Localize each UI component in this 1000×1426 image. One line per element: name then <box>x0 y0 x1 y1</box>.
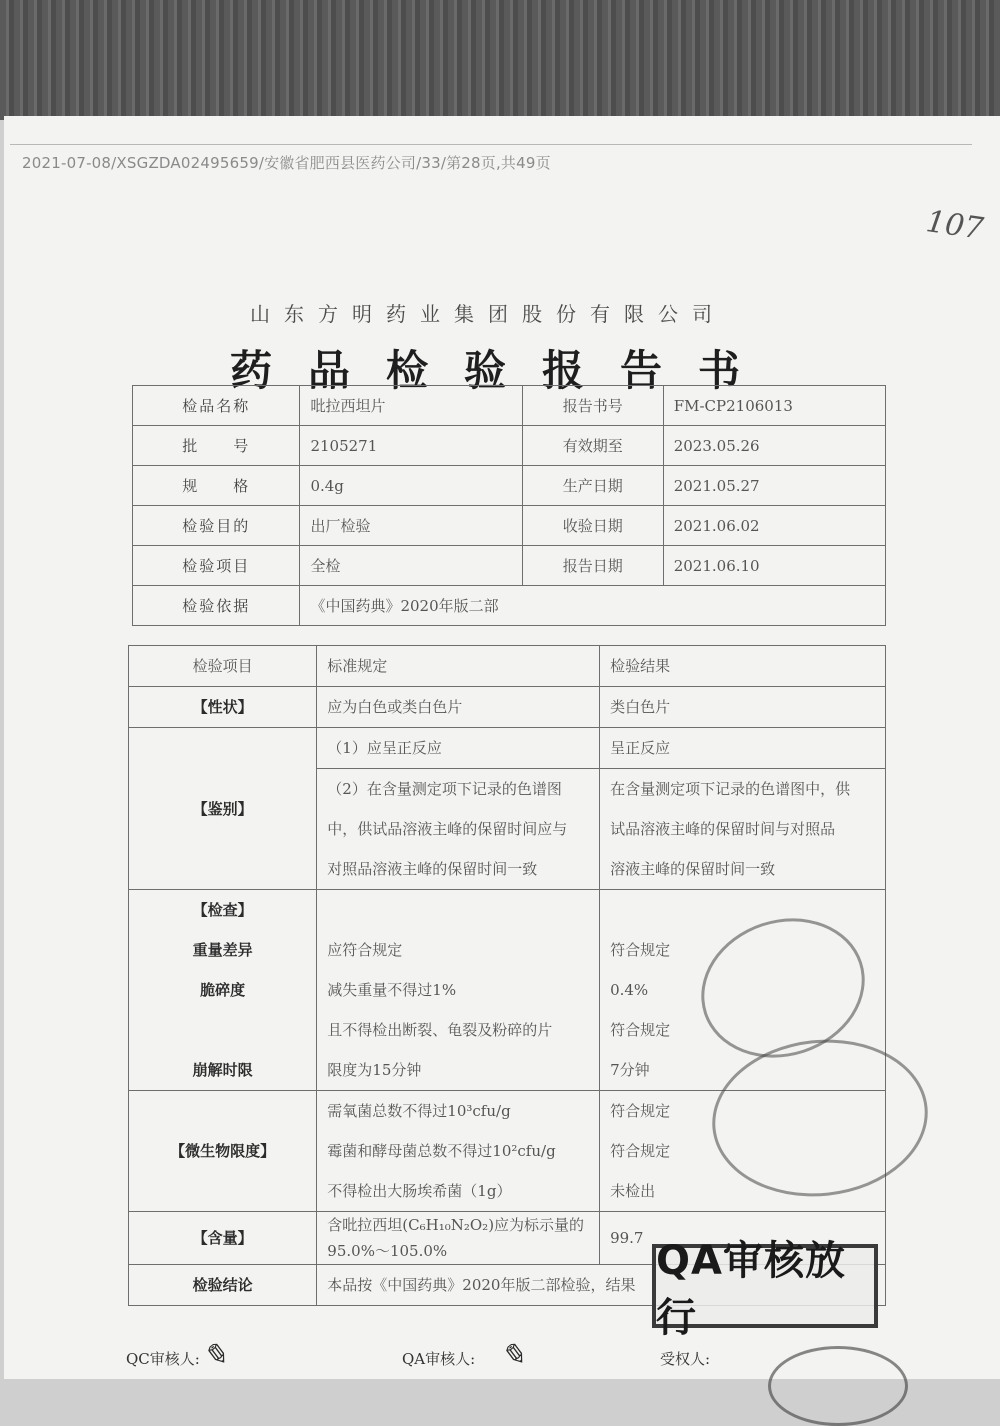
header-item: 检验项目 <box>192 657 253 675</box>
micro3-standard: 不得检出大肠埃希菌（1g） <box>327 1182 512 1200</box>
ident2-standard-line: （2）在含量测定项下记录的色谱图 <box>327 780 562 798</box>
table-row <box>133 426 886 466</box>
report-no-label: 报告书号 <box>522 386 663 426</box>
micro1-result: 符合规定 <box>610 1102 671 1120</box>
purpose-label: 检验目的 <box>133 506 300 546</box>
report-no: FM-CP2106013 <box>663 386 885 426</box>
micro2-standard: 霉菌和酵母菌总数不得过10²cfu/g <box>327 1142 556 1160</box>
scan-top-band <box>0 0 1000 120</box>
purpose: 出厂检验 <box>300 506 522 546</box>
table-row <box>133 386 886 426</box>
micro2-result: 符合规定 <box>610 1142 671 1160</box>
identification-label: 【鉴别】 <box>192 799 253 818</box>
table-row <box>129 687 886 728</box>
weight-result: 符合规定 <box>610 941 671 959</box>
table-row <box>133 466 886 506</box>
ident2-standard-line: 对照品溶液主峰的保留时间一致 <box>327 860 538 878</box>
ident1-standard: （1）应呈正反应 <box>327 739 442 757</box>
spec: 0.4g <box>300 466 522 506</box>
items-label: 检验项目 <box>133 546 300 586</box>
ident2-result-line: 试品溶液主峰的保留时间与对照品 <box>610 820 836 838</box>
table-row <box>129 728 886 769</box>
table-row <box>129 646 886 687</box>
qa-signature: ✎ <box>500 1338 526 1373</box>
qa-release-stamp: QA审核放行 <box>652 1244 878 1328</box>
expiry: 2023.05.26 <box>663 426 885 466</box>
micro1-standard: 需氧菌总数不得过10³cfu/g <box>327 1102 511 1120</box>
received-label: 收验日期 <box>522 506 663 546</box>
header-result: 检验结果 <box>610 657 671 675</box>
basis: 《中国药典》2020年版二部 <box>300 586 886 626</box>
weight-standard: 应符合规定 <box>327 941 403 959</box>
friability-standard-2: 且不得检出断裂、龟裂及粉碎的片 <box>327 1021 553 1039</box>
items: 全检 <box>300 546 522 586</box>
authorized-seal <box>768 1346 908 1426</box>
table-row <box>133 506 886 546</box>
table-row <box>133 546 886 586</box>
assay-result: 99.7 <box>610 1229 644 1247</box>
appearance-result: 类白色片 <box>610 698 671 716</box>
micro-label: 【微生物限度】 <box>170 1142 276 1160</box>
ident2-standard-line: 中，供试品溶液主峰的保留时间应与 <box>327 820 568 838</box>
table-row <box>133 586 886 626</box>
check-label: 【检查】 <box>192 901 253 919</box>
friability-result-2: 符合规定 <box>610 1021 671 1039</box>
scan-header: 2021-07-08/XSGZDA02495659/安徽省肥西县医药公司/33/第28页,共49页 <box>22 154 551 172</box>
ident2-result-line: 溶液主峰的保留时间一致 <box>610 860 776 878</box>
qc-reviewer-label: QC审核人: <box>126 1350 200 1368</box>
batch: 2105271 <box>300 426 522 466</box>
appearance-standard: 应为白色或类白色片 <box>327 698 463 716</box>
weight-label: 重量差异 <box>192 941 253 959</box>
ident2-result-line: 在含量测定项下记录的色谱图中，供 <box>610 780 851 798</box>
received: 2021.06.02 <box>663 506 885 546</box>
appearance-label: 【性状】 <box>192 698 253 716</box>
friability-result: 0.4% <box>610 981 649 999</box>
micro3-result: 未检出 <box>610 1182 656 1200</box>
qc-signature: ✎ <box>202 1338 228 1373</box>
expiry-label: 有效期至 <box>522 426 663 466</box>
mfg-date-label: 生产日期 <box>522 466 663 506</box>
friability-standard: 减失重量不得过1% <box>327 981 457 999</box>
company-name: 山东方明药业集团股份有限公司 <box>250 302 726 326</box>
report-date: 2021.06.10 <box>663 546 885 586</box>
conclusion-label: 检验结论 <box>192 1276 253 1294</box>
friability-label: 脆碎度 <box>200 981 246 999</box>
assay-label: 【含量】 <box>192 1229 253 1247</box>
ident1-result: 呈正反应 <box>610 739 671 757</box>
header-standard: 标准规定 <box>327 657 388 675</box>
conclusion: 本品按《中国药典》2020年版二部检验，结果 <box>327 1276 636 1294</box>
assay-standard: 含吡拉西坦(C₆H₁₀N₂O₂)应为标示量的 <box>327 1216 585 1234</box>
mfg-date: 2021.05.27 <box>663 466 885 506</box>
batch-label: 批 号 <box>133 426 300 466</box>
page-mark: 107 <box>923 204 986 247</box>
document-title: 药品检验报告书 <box>230 346 777 395</box>
report-date-label: 报告日期 <box>522 546 663 586</box>
product-name-label: 检品名称 <box>133 386 300 426</box>
disintegration-label: 崩解时限 <box>192 1061 253 1079</box>
spec-label: 规 格 <box>133 466 300 506</box>
header-rule <box>10 144 972 145</box>
disintegration-standard: 限度为15分钟 <box>327 1061 422 1079</box>
basis-label: 检验依据 <box>133 586 300 626</box>
assay-standard-range: 95.0%～105.0% <box>327 1242 448 1260</box>
info-table <box>132 385 886 626</box>
authorized-person-label: 受权人: <box>660 1350 711 1368</box>
product-name: 吡拉西坦片 <box>300 386 522 426</box>
qa-reviewer-label: QA审核人: <box>402 1350 476 1368</box>
disintegration-result: 7分钟 <box>610 1061 650 1079</box>
